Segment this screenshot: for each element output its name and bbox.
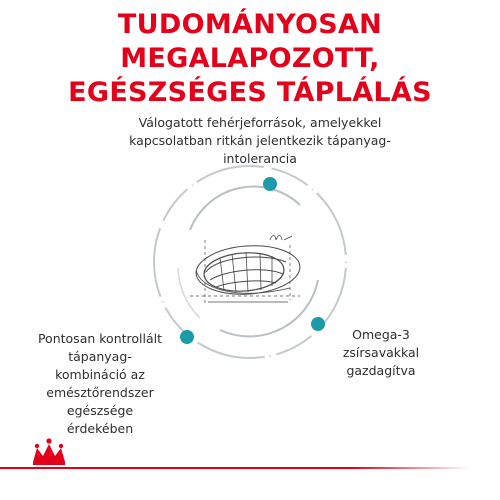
dot-top xyxy=(263,177,277,191)
feature-nutrient-balance: Pontosan kontrollált tápanyag- kombináció az emésztőrendszer egészsége érdekében xyxy=(37,331,163,436)
kibble-sketch-icon xyxy=(190,236,302,306)
feature-omega3: Omega-3 zsírsavakkal gazdagítva xyxy=(342,327,420,378)
headline-line-1: TUDOMÁNYOSAN MEGALAPOZOTT, xyxy=(117,9,383,74)
feature-protein-sources: Válogatott fehérjeforrások, amelyekkel kapcsolatban ritkán jelentkezik tápanyag- intolerancia xyxy=(129,115,391,166)
headline-line-2: EGÉSZSÉGES TÁPLÁLÁS xyxy=(68,77,432,108)
footer-divider xyxy=(0,467,470,469)
orbit-arc-inner-bottom xyxy=(220,280,318,336)
dot-right xyxy=(311,317,325,331)
dot-left xyxy=(180,330,194,344)
royal-crown-icon xyxy=(33,438,65,465)
orbit-arc-inner-top xyxy=(190,187,300,230)
